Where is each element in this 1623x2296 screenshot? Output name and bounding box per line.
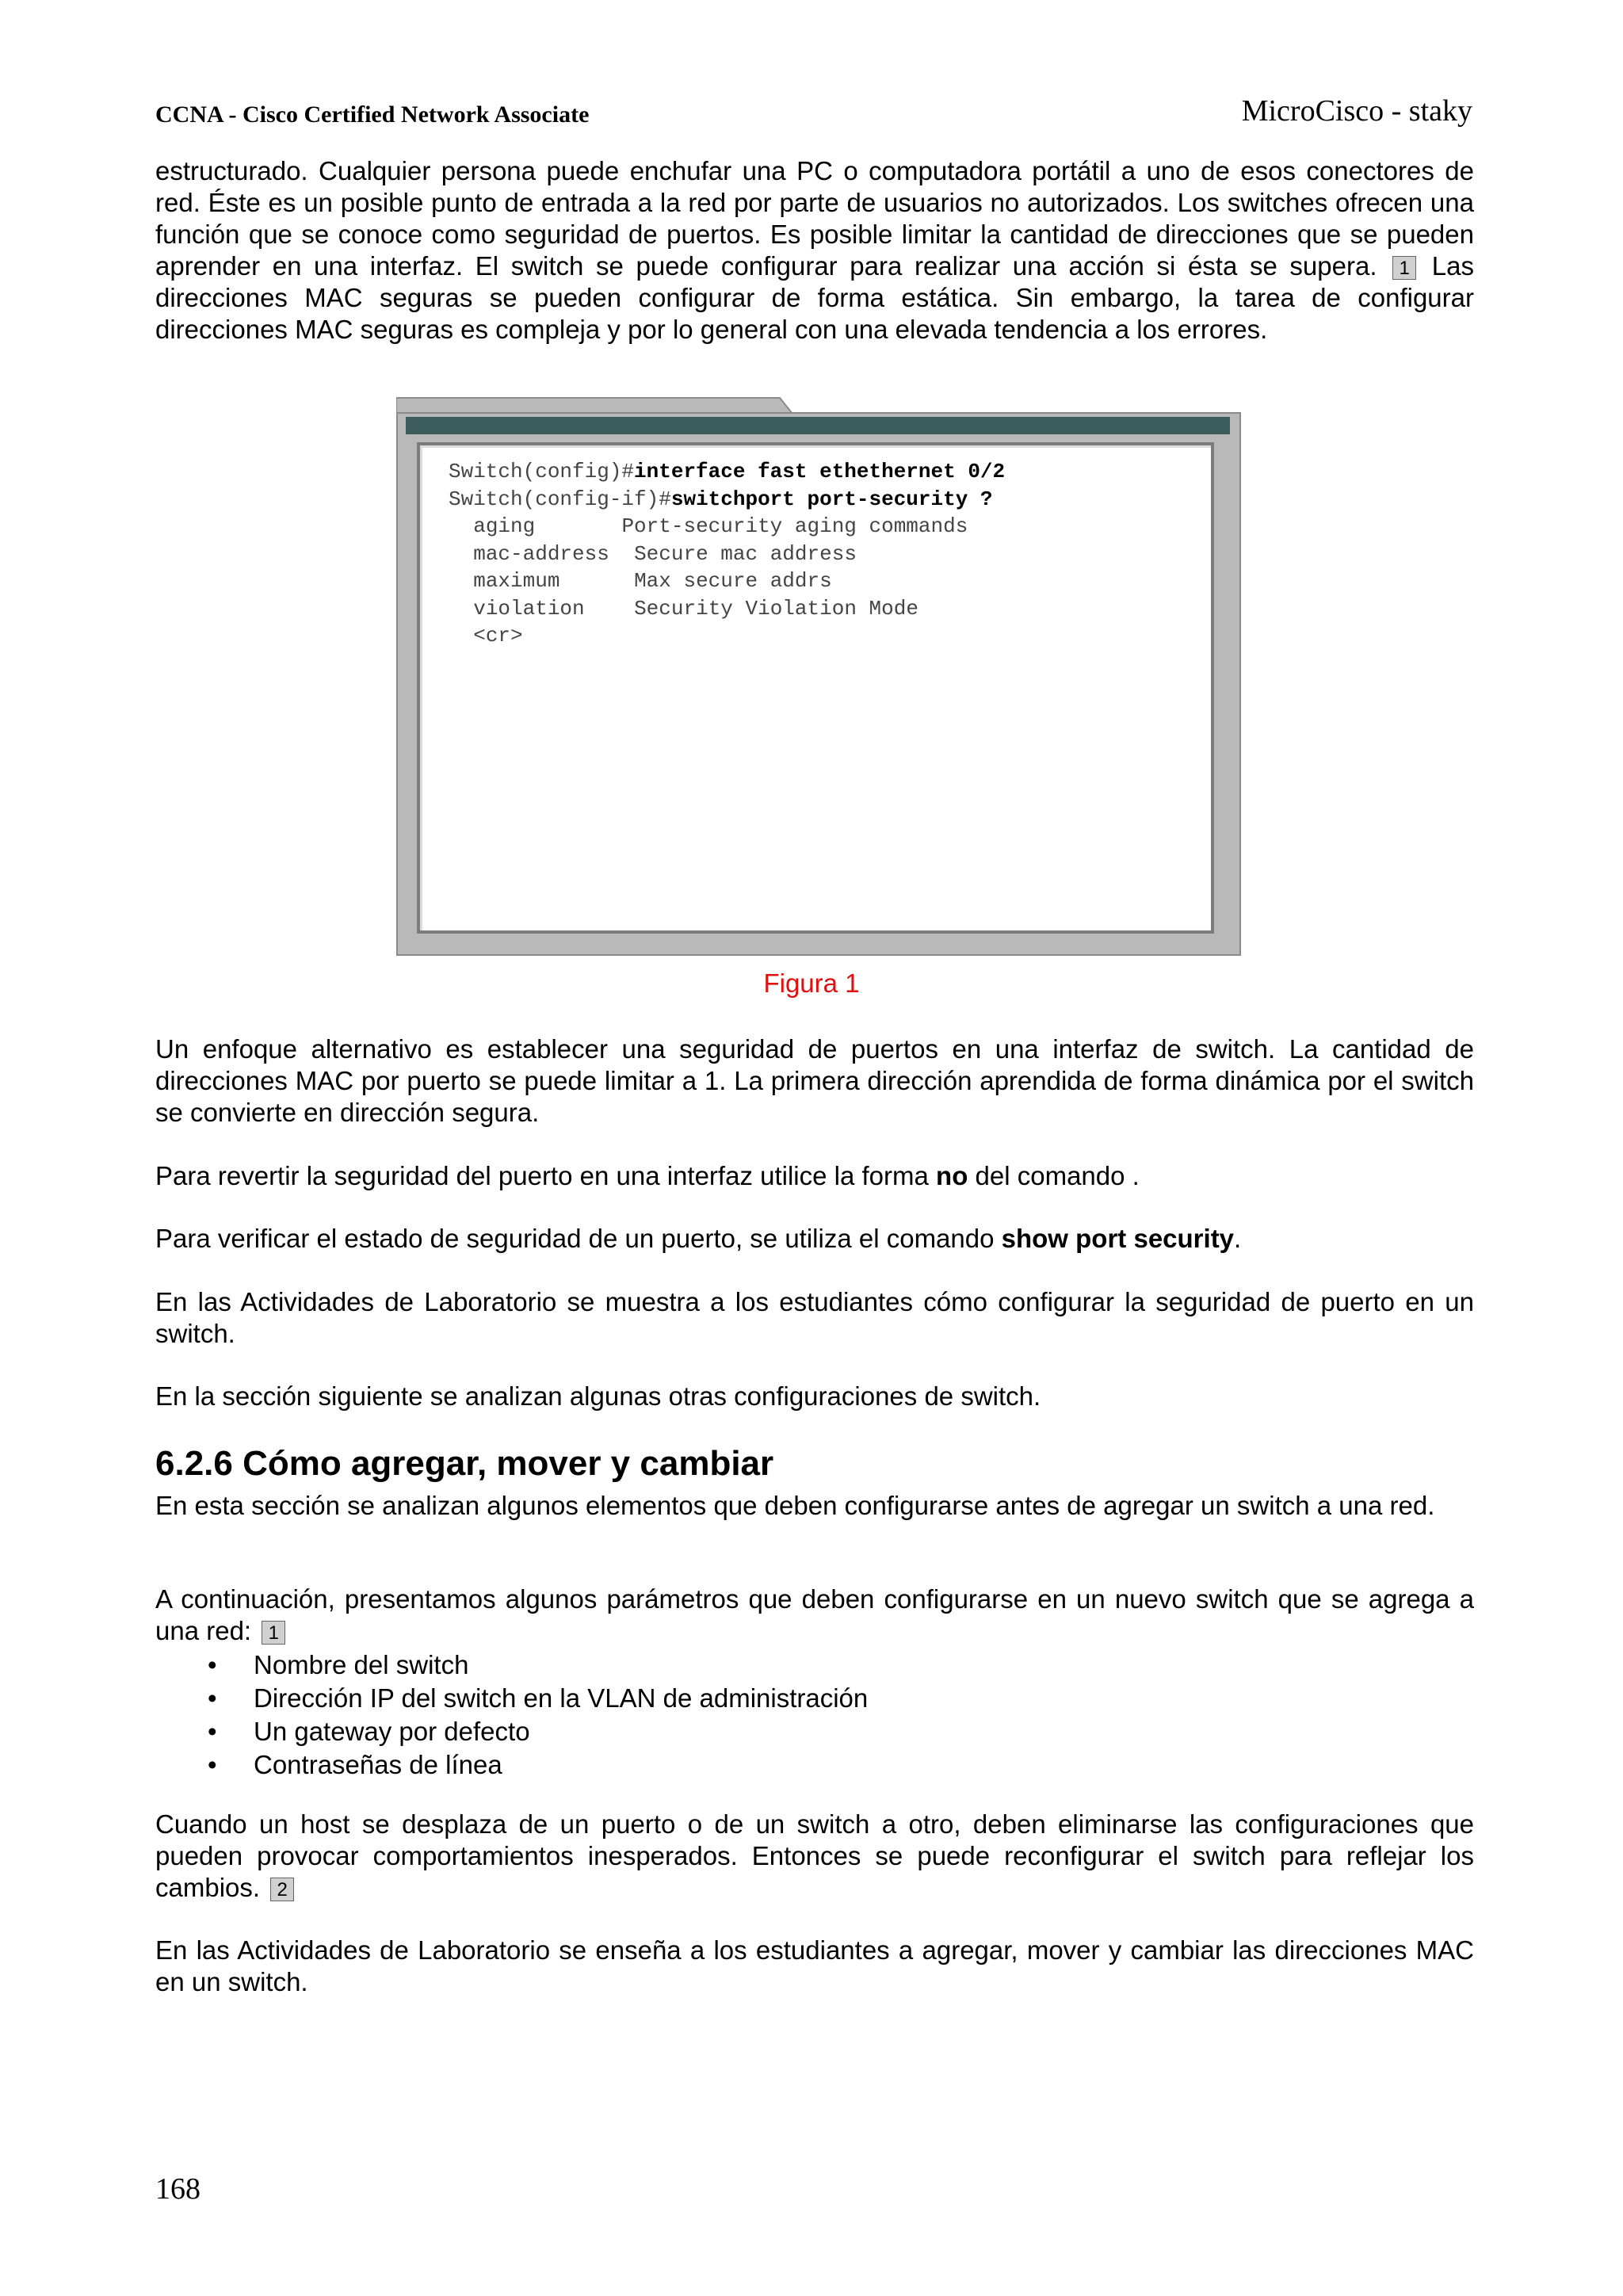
page-number: 168 [155,2172,200,2206]
command-port-security: switchport port-security ? [670,487,993,511]
paragraph-section-intro: En esta sección se analizan algunos elementos que deben configurarse antes de agregar un switch a una red. [155,1491,1435,1520]
figure-title-bar [406,417,1230,434]
list-item: • Un gateway por defecto [155,1715,868,1748]
list-item: • Contraseñas de línea [155,1748,868,1782]
paragraph-host-move [155,1809,1474,1904]
text: del comando . [968,1161,1140,1190]
figure-reference-button[interactable]: 1 [1392,256,1416,280]
prompt-config: Switch(config)# [449,460,635,483]
bold-no: no [936,1161,968,1190]
parameter-list [155,1648,868,1782]
option-desc: Port-security aging commands [621,514,968,538]
paragraph-lab-security: En las Actividades de Laboratorio se muestra a los estudiantes cómo configurar la seguridad de puerto en un switch. [155,1287,1474,1348]
list-item: • Nombre del switch [155,1648,868,1682]
intro-paragraph [155,155,1474,346]
terminal-output [449,458,1005,650]
figure-frame [396,412,1241,956]
paragraph-lab-mac: En las Actividades de Laboratorio se enseña a los estudiantes a agregar, mover y cambiar las direcciones MAC en un switch. [155,1935,1474,1996]
text: Para verificar el estado de seguridad de un puerto, se utiliza el comando [155,1224,1002,1253]
figure-terminal [396,396,1241,956]
figure-reference-button[interactable]: 1 [262,1621,285,1645]
paragraph-alternative: Un enfoque alternativo es establecer una seguridad de puertos en una interfaz de switch. La cantidad de direcciones MAC por puerto se puede limitar a 1. La primera dirección aprendida de forma dinámica por el switch se convierte en dirección segura. [155,1034,1474,1127]
list-item: • Dirección IP del switch en la VLAN de administración [155,1682,868,1715]
option-cr: <cr> [473,624,523,648]
text: Para revertir la seguridad del puerto en una interfaz utilice la forma [155,1161,937,1190]
prompt-config-if: Switch(config-if)# [449,487,671,511]
figure-caption: Figura 1 [763,968,860,998]
option-desc: Max secure addrs [634,569,832,593]
text: . [1234,1224,1242,1253]
header-title: CCNA - Cisco Certified Network Associate [155,101,590,128]
option-key: violation [473,596,585,621]
option-key: aging [473,514,536,538]
intro-text-2: Las direcciones MAC seguras se pueden configurar de forma estática. Sin embargo, la tarea de configurar direcciones MAC seguras es compleja y por lo general con una elevada tendencia a los errores. [155,251,1475,344]
intro-text-1: estructurado. Cualquier persona puede enchufar una PC o computadora portátil a uno de esos conectores de red. Éste es un posible punto de entrada a la red por parte de usuarios no autorizados. Los switches ofrecen una función que se conoce como seguridad de puertos. Es posible limitar la cantidad de direcciones que se pueden aprender en una interfaz. El switch se puede configurar para realizar una acción si ésta se supera. [155,156,1474,281]
option-key: maximum [473,569,560,593]
bold-command: show port security [1001,1224,1235,1253]
command-interface: interface fast ethethernet 0/2 [634,460,1006,483]
paragraph-parameters [155,1584,1474,1647]
header-author: MicroCisco - staky [1241,94,1472,128]
text: A continuación, presentamos algunos parámetros que deben configurarse en un nuevo switch que se agrega a una red: [155,1584,1474,1645]
paragraph-verify [155,1223,1474,1255]
terminal-screen [417,442,1214,934]
option-desc: Security Violation Mode [634,596,918,621]
figure-reference-button[interactable]: 2 [270,1878,294,1901]
section-heading: 6.2.6 Cómo agregar, mover y cambiar [155,1444,774,1483]
paragraph-next-section: En la sección siguiente se analizan algunas otras configuraciones de switch. [155,1381,1041,1411]
paragraph-revert [155,1160,1474,1192]
option-desc: Secure mac address [634,541,857,566]
option-key: mac-address [473,541,609,566]
text: Cuando un host se desplaza de un puerto o de un switch a otro, deben eliminarse las configuraciones que pueden provocar comportamientos inesperados. Entonces se puede reconfigurar el switch para reflejar los cambios. [155,1809,1474,1902]
